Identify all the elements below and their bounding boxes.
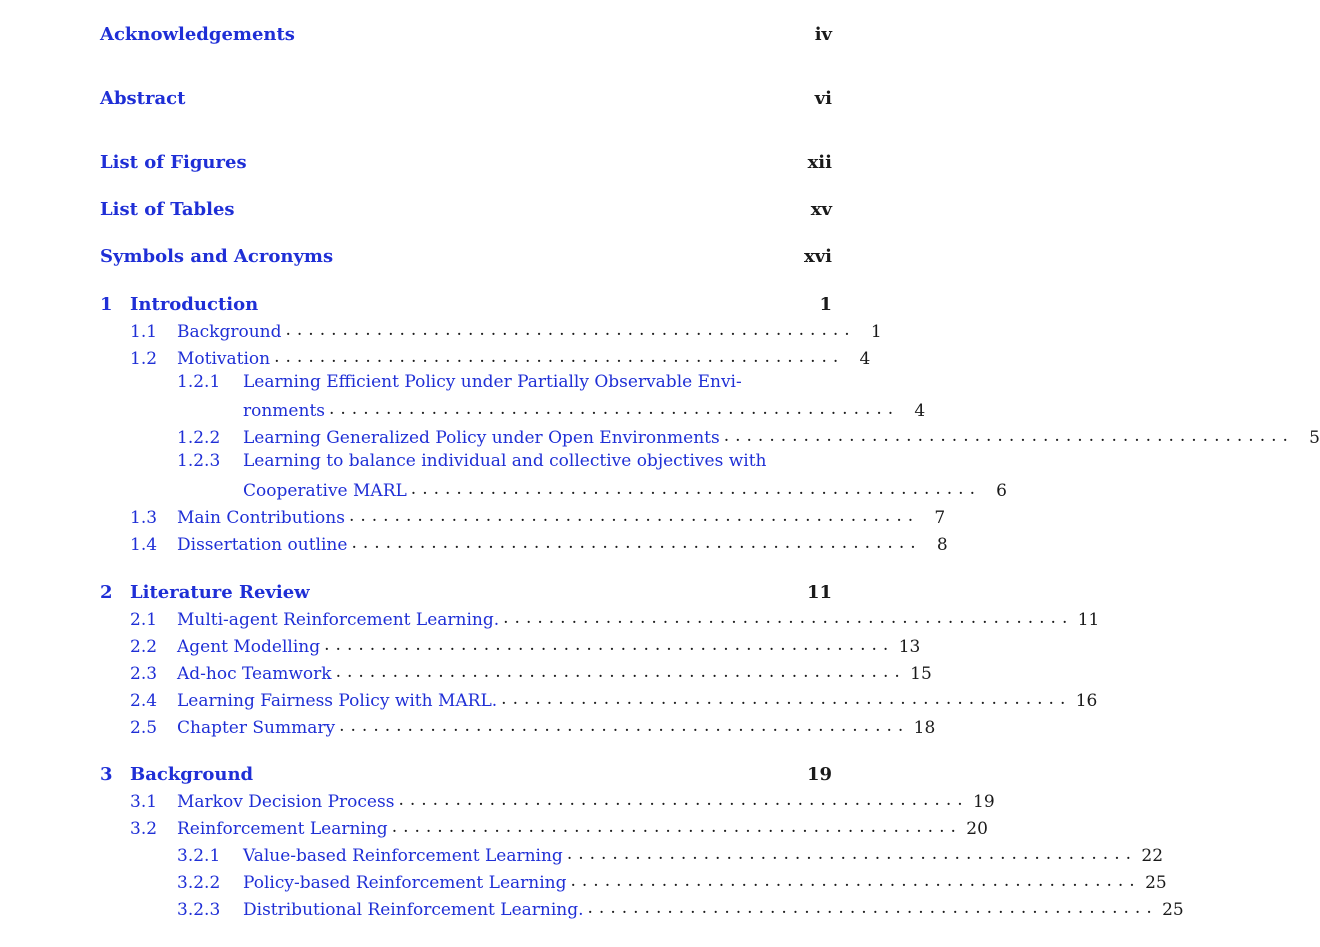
toc-subsection-continuation[interactable] — [243, 477, 1007, 501]
subsection-page: 4 — [914, 401, 926, 421]
section-number: 3.1 — [130, 792, 158, 812]
dot-leader: .................................................. — [410, 479, 981, 499]
dot-leader: .................................................. — [329, 399, 900, 419]
entry-title[interactable]: Symbols and Acronyms — [100, 245, 334, 267]
dot-leader: .................................................. — [391, 817, 962, 837]
toc-section[interactable] — [130, 504, 946, 528]
subsection-title-line1[interactable]: Learning to balance individual and collective objectives with — [243, 451, 767, 471]
toc-subsection[interactable] — [177, 842, 1164, 866]
subsection-title-line1[interactable]: Learning Efficient Policy under Partially Observable Envi- — [243, 372, 742, 392]
section-page: 11 — [1077, 610, 1100, 630]
entry-page: vi — [814, 87, 832, 109]
toc-section[interactable] — [130, 815, 988, 839]
entry-title[interactable]: List of Tables — [100, 198, 235, 220]
toc-section[interactable] — [130, 318, 882, 342]
subsection-title[interactable]: Value-based Reinforcement Learning — [243, 846, 563, 866]
toc-section[interactable] — [130, 633, 921, 657]
subsection-page: 25 — [1162, 900, 1184, 920]
section-number: 2.4 — [130, 691, 158, 711]
subsection-number: 1.2.3 — [177, 451, 221, 471]
section-number: 2.2 — [130, 637, 158, 657]
entry-title[interactable]: Abstract — [100, 87, 186, 109]
toc-section[interactable] — [130, 788, 995, 812]
subsection-number: 1.2.2 — [177, 428, 221, 448]
toc-chapter-2[interactable] — [100, 580, 832, 604]
section-title[interactable]: Multi-agent Reinforcement Learning. — [177, 610, 500, 630]
entry-page: xv — [810, 198, 832, 220]
dot-leader: .................................................. — [335, 662, 906, 682]
dot-leader: .................................................. — [339, 716, 910, 736]
toc-chapter-3[interactable] — [100, 762, 832, 786]
toc-subsection[interactable] — [177, 869, 1167, 893]
section-page: 20 — [966, 819, 988, 839]
toc-subsection[interactable] — [177, 424, 1320, 448]
toc-section[interactable] — [130, 345, 871, 369]
chapter-number: 2 — [100, 581, 113, 603]
section-number: 2.3 — [130, 664, 158, 684]
section-page: 19 — [973, 792, 995, 812]
dot-leader: .................................................. — [274, 347, 845, 367]
dot-leader: .................................................. — [566, 844, 1138, 864]
toc-subsection-wrapped[interactable] — [177, 372, 797, 396]
chapter-number: 3 — [100, 763, 113, 785]
dot-leader: .................................................. — [723, 426, 1294, 446]
entry-page: xii — [807, 151, 832, 173]
toc-subsection-wrapped[interactable] — [177, 451, 797, 475]
toc-section[interactable] — [130, 714, 936, 738]
dot-leader: .................................................. — [570, 871, 1141, 891]
subsection-page: 25 — [1145, 873, 1167, 893]
subsection-title-line2[interactable]: Cooperative MARL — [243, 481, 407, 501]
entry-page: iv — [814, 23, 832, 45]
section-number: 1.3 — [130, 508, 158, 528]
dot-leader: .................................................. — [587, 898, 1158, 918]
subsection-title[interactable]: Distributional Reinforcement Learning. — [243, 900, 584, 920]
dot-leader: .................................................. — [285, 320, 856, 340]
dot-leader: .................................................. — [503, 608, 1074, 628]
dot-leader: .................................................. — [501, 689, 1072, 709]
toc-entry-list-of-tables[interactable] — [100, 197, 832, 221]
toc-entry-abstract[interactable] — [100, 86, 832, 110]
entry-page: xvi — [803, 245, 832, 267]
entry-title[interactable]: List of Figures — [100, 151, 247, 173]
section-title[interactable]: Ad-hoc Teamwork — [177, 664, 332, 684]
section-title[interactable]: Chapter Summary — [177, 718, 336, 738]
toc-subsection[interactable] — [177, 896, 1184, 920]
chapter-number: 1 — [100, 293, 113, 315]
chapter-page: 19 — [806, 763, 832, 785]
section-page: 8 — [936, 535, 948, 555]
section-title[interactable]: Learning Fairness Policy with MARL. — [177, 691, 498, 711]
section-number: 1.4 — [130, 535, 158, 555]
section-page: 16 — [1075, 691, 1098, 711]
toc-chapter-1[interactable] — [100, 292, 832, 316]
chapter-page: 1 — [819, 293, 832, 315]
toc-entry-symbols-and-acronyms[interactable] — [100, 244, 832, 268]
subsection-title[interactable]: Learning Generalized Policy under Open Environments — [243, 428, 720, 448]
dot-leader: .................................................. — [324, 635, 895, 655]
section-page: 4 — [859, 349, 871, 369]
toc-subsection-continuation[interactable] — [243, 397, 926, 421]
section-page: 7 — [934, 508, 946, 528]
chapter-title[interactable]: Introduction — [130, 293, 259, 315]
subsection-page: 6 — [996, 481, 1007, 501]
toc-section[interactable] — [130, 660, 932, 684]
section-page: 1 — [870, 322, 882, 342]
section-title[interactable]: Motivation — [177, 349, 271, 369]
toc-entry-acknowledgements[interactable] — [100, 22, 832, 46]
section-number: 1.2 — [130, 349, 158, 369]
section-number: 2.5 — [130, 718, 158, 738]
section-number: 3.2 — [130, 819, 158, 839]
section-title[interactable]: Agent Modelling — [177, 637, 321, 657]
chapter-title[interactable]: Literature Review — [130, 581, 310, 603]
section-number: 1.1 — [130, 322, 158, 342]
subsection-number: 1.2.1 — [177, 372, 221, 392]
section-title[interactable]: Background — [177, 322, 282, 342]
subsection-number: 3.2.3 — [177, 900, 221, 920]
dot-leader: .................................................. — [351, 533, 922, 553]
section-page: 13 — [898, 637, 921, 657]
toc-entry-list-of-figures[interactable] — [100, 150, 832, 174]
section-page: 15 — [910, 664, 932, 684]
section-page: 18 — [913, 718, 936, 738]
section-title[interactable]: Reinforcement Learning — [177, 819, 388, 839]
toc-section[interactable] — [130, 687, 1098, 711]
entry-title[interactable]: Acknowledgements — [100, 23, 295, 45]
subsection-page: 22 — [1141, 846, 1164, 866]
subsection-number: 3.2.2 — [177, 873, 221, 893]
section-title[interactable]: Main Contributions — [177, 508, 345, 528]
toc-section[interactable] — [130, 606, 1100, 630]
section-title[interactable]: Markov Decision Process — [177, 792, 395, 812]
section-number: 2.1 — [130, 610, 158, 630]
subsection-title-line2[interactable]: ronments — [243, 401, 325, 421]
subsection-number: 3.2.1 — [177, 846, 221, 866]
toc-section[interactable] — [130, 531, 948, 555]
chapter-page: 11 — [806, 581, 832, 603]
subsection-page: 5 — [1309, 428, 1320, 448]
section-title[interactable]: Dissertation outline — [177, 535, 348, 555]
chapter-title[interactable]: Background — [130, 763, 254, 785]
dot-leader: .................................................. — [398, 790, 969, 810]
subsection-title[interactable]: Policy-based Reinforcement Learning — [243, 873, 567, 893]
dot-leader: .................................................. — [348, 506, 920, 526]
